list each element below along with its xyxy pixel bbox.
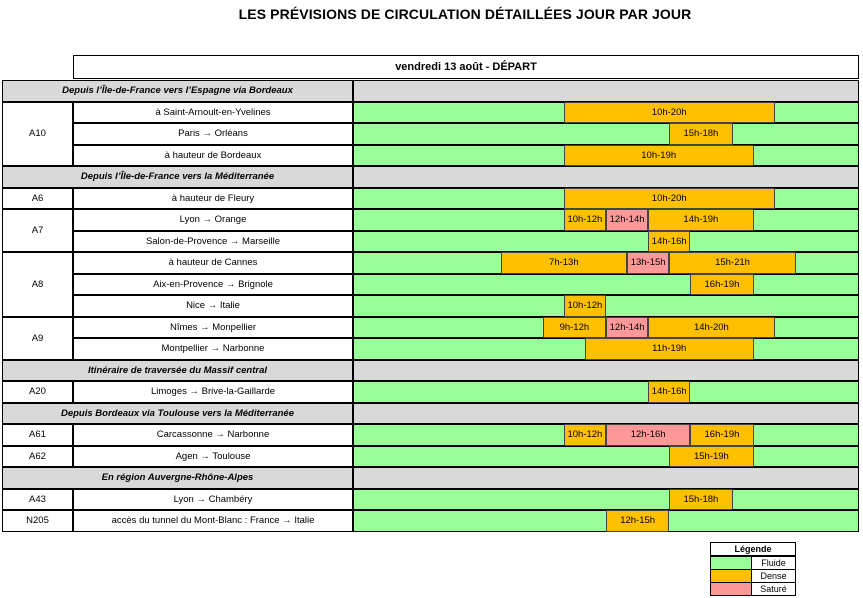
traffic-segment-dense: 15h-21h xyxy=(669,252,796,274)
location-label: à Saint-Arnoult-en-Yvelines xyxy=(73,102,353,124)
location-label: à hauteur de Fleury xyxy=(73,188,353,210)
section-title: Depuis Bordeaux via Toulouse vers la Méditerranée xyxy=(2,403,353,425)
legend-swatch xyxy=(711,583,752,595)
section-title: En région Auvergne-Rhône-Alpes xyxy=(2,467,353,489)
legend xyxy=(710,542,796,596)
location-label: Limoges → Brive-la-Gaillarde xyxy=(73,381,353,403)
traffic-segment-dense: 14h-16h xyxy=(648,381,690,403)
timeline-fluide xyxy=(353,489,859,511)
road-label: A62 xyxy=(2,446,73,468)
road-label: A8 xyxy=(2,252,73,317)
traffic-segment-dense: 10h-20h xyxy=(564,102,775,124)
location-label: Lyon → Chambéry xyxy=(73,489,353,511)
traffic-segment-dense: 15h-19h xyxy=(669,446,753,468)
location-label: Montpellier → Narbonne xyxy=(73,338,353,360)
traffic-segment-dense: 12h-15h xyxy=(606,510,669,532)
traffic-segment-dense: 16h-19h xyxy=(690,274,753,296)
section-band xyxy=(353,80,859,102)
traffic-segment-sature: 12h-14h xyxy=(606,317,648,339)
section-band xyxy=(353,403,859,425)
timeline-fluide xyxy=(353,123,859,145)
road-label: A10 xyxy=(2,102,73,167)
timeline-fluide xyxy=(353,446,859,468)
traffic-segment-dense: 9h-12h xyxy=(543,317,606,339)
traffic-segment-dense: 10h-12h xyxy=(564,424,606,446)
traffic-segment-dense: 10h-20h xyxy=(564,188,775,210)
road-label: A6 xyxy=(2,188,73,210)
legend-label: Saturé xyxy=(760,584,787,594)
traffic-segment-dense: 16h-19h xyxy=(690,424,753,446)
traffic-segment-dense: 10h-12h xyxy=(564,295,606,317)
legend-label: Dense xyxy=(760,571,787,581)
traffic-segment-dense: 10h-19h xyxy=(564,145,754,167)
timeline-fluide xyxy=(353,295,859,317)
legend-item-sature xyxy=(711,582,795,595)
date-header: vendredi 13 août - DÉPART xyxy=(73,55,859,79)
road-label: A61 xyxy=(2,424,73,446)
location-label: Salon-de-Provence → Marseille xyxy=(73,231,353,253)
legend-item-dense xyxy=(711,569,795,582)
timeline-fluide xyxy=(353,381,859,403)
traffic-segment-dense: 15h-18h xyxy=(669,489,732,511)
location-label: à hauteur de Bordeaux xyxy=(73,145,353,167)
traffic-segment-dense: 14h-16h xyxy=(648,231,690,253)
section-band xyxy=(353,467,859,489)
traffic-segment-dense: 15h-18h xyxy=(669,123,732,145)
traffic-segment-dense: 11h-19h xyxy=(585,338,754,360)
traffic-segment-dense: 10h-12h xyxy=(564,209,606,231)
location-label: Agen → Toulouse xyxy=(73,446,353,468)
page-title: LES PRÉVISIONS DE CIRCULATION DÉTAILLÉES JOUR PAR JOUR xyxy=(238,6,692,22)
section-title: Depuis l’Île-de-France vers la Méditerranée xyxy=(2,166,353,188)
road-label: A20 xyxy=(2,381,73,403)
legend-item-fluide xyxy=(711,556,795,569)
traffic-segment-dense: 7h-13h xyxy=(501,252,628,274)
location-label: Carcassonne → Narbonne xyxy=(73,424,353,446)
timeline-fluide xyxy=(353,274,859,296)
location-label: Nice → Italie xyxy=(73,295,353,317)
legend-swatch xyxy=(711,557,752,569)
location-label: Paris → Orléans xyxy=(73,123,353,145)
legend-title: Légende xyxy=(711,543,795,556)
section-title: Itinéraire de traversée du Massif central xyxy=(2,360,353,382)
traffic-segment-sature: 13h-15h xyxy=(627,252,669,274)
legend-label: Fluide xyxy=(761,558,786,568)
road-label: A43 xyxy=(2,489,73,511)
traffic-segment-dense: 14h-20h xyxy=(648,317,775,339)
timeline-fluide xyxy=(353,231,859,253)
legend-swatch xyxy=(711,570,752,582)
road-label: A9 xyxy=(2,317,73,360)
road-label: A7 xyxy=(2,209,73,252)
location-label: Aix-en-Provence → Brignole xyxy=(73,274,353,296)
section-band xyxy=(353,360,859,382)
location-label: Lyon → Orange xyxy=(73,209,353,231)
road-label: N205 xyxy=(2,510,73,532)
location-label: Nîmes → Monpellier xyxy=(73,317,353,339)
traffic-segment-dense: 14h-19h xyxy=(648,209,753,231)
traffic-segment-sature: 12h-14h xyxy=(606,209,648,231)
traffic-segment-sature: 12h-16h xyxy=(606,424,690,446)
section-band xyxy=(353,166,859,188)
section-title: Depuis l’Île-de-France vers l’Espagne via Bordeaux xyxy=(2,80,353,102)
location-label: accès du tunnel du Mont-Blanc : France → Italie xyxy=(73,510,353,532)
location-label: à hauteur de Cannes xyxy=(73,252,353,274)
